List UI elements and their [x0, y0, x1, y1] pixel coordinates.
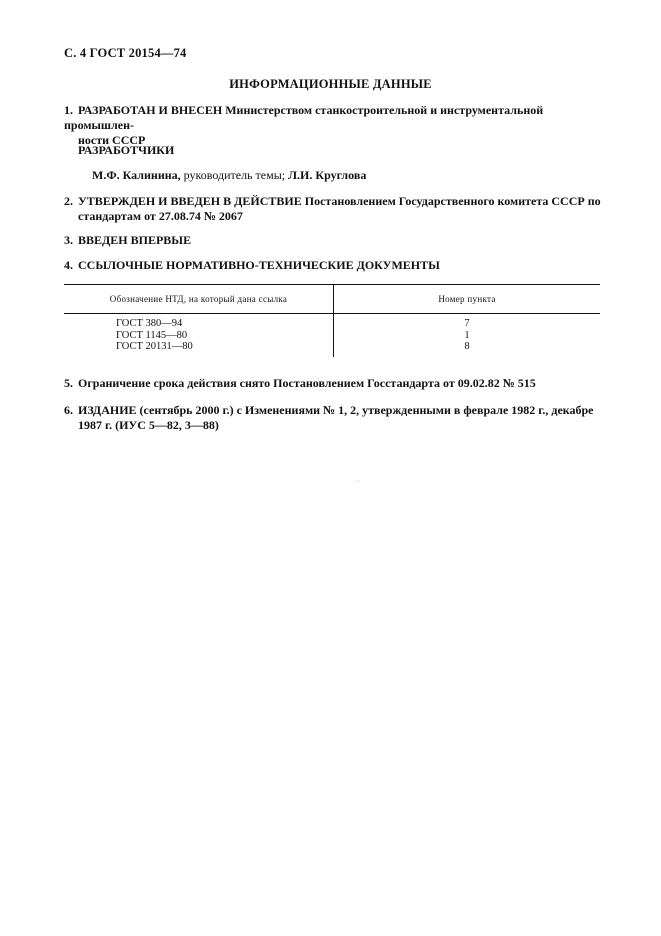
column-header-item: Номер пункта: [334, 285, 601, 314]
table-cell-item: 7: [464, 318, 470, 329]
item-text-continued: стандартам от 27.08.74 № 2067: [78, 209, 243, 223]
item-number: 5.: [64, 376, 73, 390]
item-edition: [64, 403, 604, 433]
item-developed: [64, 103, 604, 148]
developers-list: [92, 168, 366, 183]
item-text: ВВЕДЕН ВПЕРВЫЕ: [78, 233, 192, 247]
developer-role: руководитель темы;: [180, 168, 289, 182]
scan-speck: [358, 481, 359, 482]
page-header: С. 4 ГОСТ 20154—74: [64, 46, 187, 60]
item-text-continued: ности СССР: [78, 133, 146, 147]
item-text: Постановлением Государственного комитета СССР по: [304, 194, 601, 208]
developer-name: Л.И. Круглова: [288, 168, 367, 182]
table-cell-item: 1: [464, 329, 470, 341]
table-cell-item: 8: [464, 341, 470, 352]
item-number: 3.: [64, 233, 73, 247]
table-row: [64, 341, 600, 357]
item-lead: РАЗРАБОТАН И ВНЕСЕН: [78, 103, 223, 117]
developer-name: М.Ф. Калинина,: [92, 168, 181, 182]
item-lead: УТВЕРЖДЕН И ВВЕДЕН В ДЕЙСТВИЕ: [78, 194, 302, 208]
item-number: 2.: [64, 194, 73, 208]
references-table: [64, 284, 600, 357]
table-cell-document: ГОСТ 1145—80: [64, 330, 334, 342]
table-cell-document: ГОСТ 380—94: [64, 314, 334, 330]
item-text: Ограничение срока действия снято Постановлением Госстандарта от 09.02.82 № 515: [78, 376, 536, 390]
table-row: [64, 314, 600, 330]
item-text: ИЗДАНИЕ (сентябрь 2000 г.) с Изменениями № 1, 2, утвержденными в феврале 1982 г., декабре: [78, 403, 594, 417]
table-cell-document: ГОСТ 20131—80: [64, 341, 334, 357]
item-approved: [64, 194, 604, 224]
column-header-document: Обозначение НТД, на который дана ссылка: [64, 285, 334, 314]
item-text: Министерством станкостроительной и инструментальной промышлен-: [64, 103, 544, 132]
section-title: ИНФОРМАЦИОННЫЕ ДАННЫЕ: [229, 77, 432, 91]
developers-heading: РАЗРАБОТЧИКИ: [78, 143, 175, 157]
item-number: 1.: [64, 103, 73, 117]
item-number: 6.: [64, 403, 73, 417]
table-row: [64, 330, 600, 342]
item-text: ССЫЛОЧНЫЕ НОРМАТИВНО-ТЕХНИЧЕСКИЕ ДОКУМЕНТЫ: [78, 258, 440, 272]
item-references: [64, 258, 604, 273]
item-number: 4.: [64, 258, 73, 272]
item-term-limit: [64, 376, 604, 391]
item-text-continued: 1987 г. (ИУС 5—82, 3—88): [78, 418, 219, 432]
item-introduced: [64, 233, 604, 248]
